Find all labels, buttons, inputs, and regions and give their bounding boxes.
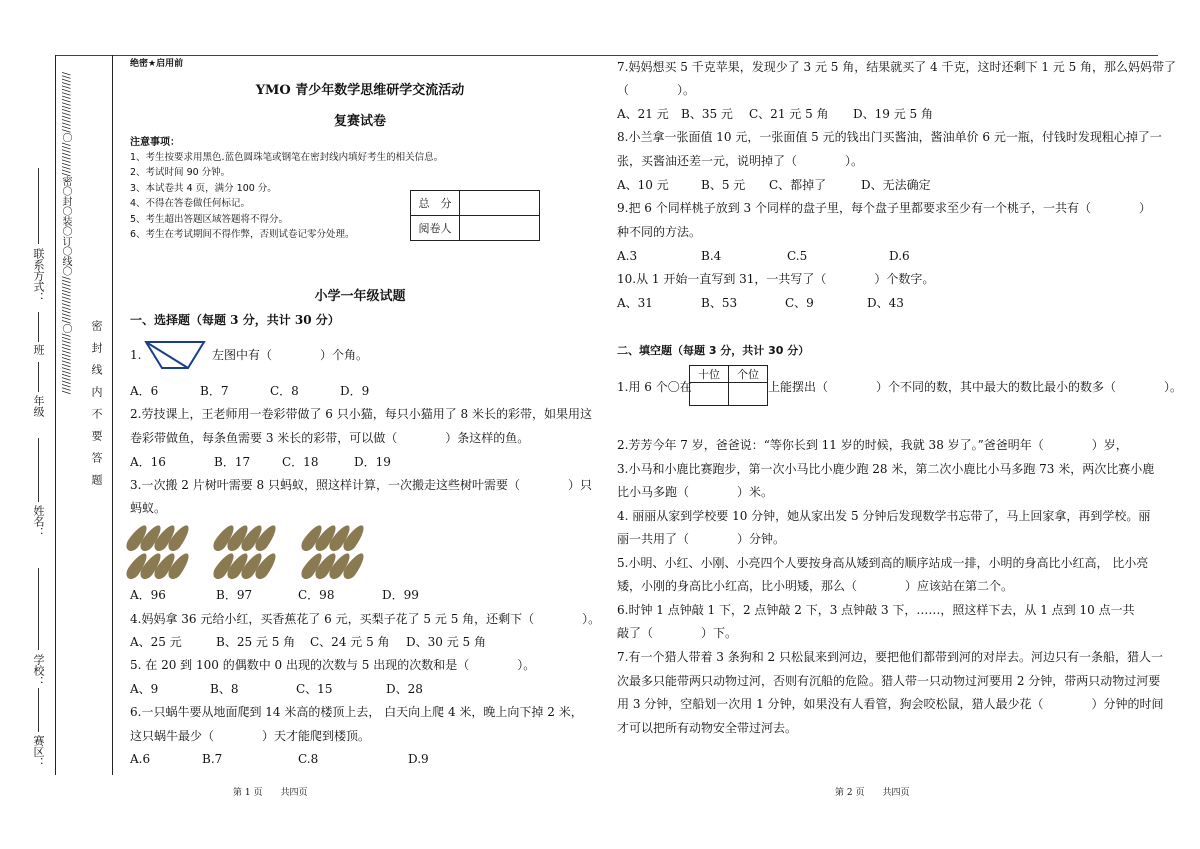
q3-line: 3.一次搬 2 片树叶需要 8 只蚂蚁，照这样计算，一次搬走这些树叶需要（ ）只 [130,478,592,492]
q2-line: 2.劳技课上，王老师用一卷彩带做了 6 只小猫，每只小猫用了 8 米长的彩带，如果用这 [130,407,592,421]
option[interactable]: C、24 元 5 角 [310,635,390,649]
exam-area-label: 赛区： [32,735,45,768]
total-score-label: 总 分 [411,191,460,216]
fill-q1-post: 上能摆出（ ）个不同的数，其中最大的数比最小的数多（ ）。 [768,380,1183,394]
option[interactable]: C、都掉了 [769,178,827,192]
tens-cell [690,383,729,406]
section2-title: 二、填空题（每题 3 分，共计 30 分） [617,344,810,357]
q2-line: 卷彩带做鱼，每条鱼需要 3 米长的彩带，可以做（ ）条这样的鱼。 [130,431,530,445]
option[interactable]: A、31 [617,296,653,310]
seal-line: //////////////////〇//////////密〇封〇装〇订〇线〇//////////////〇////////////////// [60,72,71,395]
note-item: 3、本试卷共 4 页，满分 100 分。 [130,182,277,194]
option[interactable]: A．6 [130,384,159,398]
q1-number: 1. [130,348,142,362]
notes-list [130,150,443,242]
grade-title: 小学一年级试题 [314,289,406,304]
binding-border-left [55,55,56,775]
q3-options [130,588,452,602]
inner-seal-text: 密 封 线 内 不 要 答 题 [90,320,103,485]
secret-mark: 绝密★启用前 [130,59,184,69]
q5-text: 5. 在 20 到 100 的偶数中 0 出现的次数与 5 出现的次数和是（ ）。 [130,658,536,672]
binding-border-right [112,55,113,775]
option[interactable]: D．99 [382,588,419,602]
notes-heading: 注意事项： [130,137,180,148]
total-score-cell[interactable] [460,191,540,216]
q8-line: 张，买酱油还差一元，说明掉了（ ）。 [617,154,864,168]
q7-options [617,107,953,121]
option[interactable]: C．18 [282,455,319,469]
name-label: 姓名： [32,505,45,538]
q8-options [617,178,951,192]
option[interactable]: C.8 [298,752,319,766]
note-item: 6、考生在考试期间不得作弊，否则试卷记零分处理。 [130,229,355,241]
note-item: 5、考生超出答题区域答题将不得分。 [130,213,289,225]
grader-label: 阅卷人 [411,216,460,241]
option[interactable]: C、9 [785,296,814,310]
leaves-group-1 [130,523,200,585]
ones-header: 个位 [729,366,768,383]
option[interactable]: D、19 元 5 角 [853,107,933,121]
option[interactable]: B、25 元 5 角 [216,635,296,649]
q6-line: 这只蜗牛最少（ ）天才能爬到楼顶。 [130,729,371,743]
option[interactable]: D.9 [408,752,429,766]
q9-options [617,249,959,263]
option[interactable]: B.7 [202,752,223,766]
q4-text: 4.妈妈拿 36 元给小红，买香蕉花了 6 元，买梨子花了 5 元 5 角，还剩下（ ）。 [130,612,601,626]
option[interactable]: C．8 [270,384,299,398]
top-rule [55,55,1158,56]
q10-options [617,296,937,310]
option[interactable]: B．7 [200,384,229,398]
option[interactable]: C、15 [296,682,333,696]
fill-q6-line: 6.时钟 1 点钟敲 1 下，2 点钟敲 2 下，3 点钟敲 3 下，……，照这样下去，从 1 点到 10 点一共 [617,603,1135,617]
option[interactable]: A、9 [130,682,159,696]
fill-q4-line: 4. 丽丽从家到学校要 10 分钟，她从家出发 5 分钟后发现数学书忘带了，马上回家拿，再到学校。丽 [617,509,1151,523]
q2-options [130,455,424,469]
exam-area-field[interactable] [38,688,39,732]
fill-q2: 2.芳芳今年 7 岁，爸爸说：“等你长到 11 岁的时候，我就 38 岁了。”爸爸明年（ ）岁， [617,438,1128,452]
q3-line: 蚂蚁。 [130,501,167,515]
trapezoid-figure [144,340,206,370]
option[interactable]: B、53 [701,296,738,310]
leaves-group-2 [217,523,287,585]
option[interactable]: D、28 [386,682,423,696]
fill-q5-line: 矮，小刚的身高比小红高，比小明矮，那么（ ）应该站在第二个。 [617,579,1014,593]
option[interactable]: A、10 元 [617,178,669,192]
q7-line: （ ）。 [617,83,696,97]
place-value-table [689,365,768,406]
section1-title: 一、选择题（每题 3 分，共计 30 分） [130,313,340,327]
grade-field[interactable] [38,362,39,392]
q6-line: 6.一只蜗牛要从地面爬到 14 米高的楼顶上去， 白天向上爬 4 米，晚上向下掉 2 米， [130,705,583,719]
class-field[interactable] [38,312,39,342]
q9-line: 9.把 6 个同样桃子放到 3 个同样的盘子里，每个盘子里都要求至少有一个桃子，一共有（ ） [617,201,1151,215]
page2-footer: 第 2 页 共四页 [835,788,910,798]
note-item: 2、考试时间 90 分钟。 [130,167,231,179]
exam-title: YMO 青少年数学思维研学交流活动 [255,83,465,98]
option[interactable]: A.3 [617,249,638,263]
q8-line: 8.小兰拿一张面值 10 元，一张面值 5 元的钱出门买酱油，酱油单价 6 元一瓶，付钱时发现粗心掉了一 [617,130,1162,144]
tens-header: 十位 [690,366,729,383]
page1-footer: 第 1 页 共四页 [233,788,308,798]
option[interactable]: D.6 [889,249,910,263]
fill-q1-pre: 1.用 6 个〇在 [617,380,692,394]
fill-q5-line: 5.小明、小红、小刚、小亮四个人要按身高从矮到高的顺序站成一排，小明的身高比小红高， 比小亮 [617,556,1149,570]
fill-q4-line: 丽一共用了（ ）分钟。 [617,532,786,546]
fill-q3-line: 比小马多跑（ ）米。 [617,485,774,499]
q1-options [130,384,410,398]
option[interactable]: C.5 [787,249,808,263]
q10-text: 10.从 1 开始一直写到 31，一共写了（ ）个数字。 [617,272,935,286]
option[interactable]: B．17 [214,455,251,469]
ones-cell [729,383,768,406]
fill-q7-line: 7.有一个猎人带着 3 条狗和 2 只松鼠来到河边，要把他们都带到河的对岸去。河边只有一条船，猎人一 [617,650,1163,664]
name-field[interactable] [38,438,39,502]
q1-text: 左图中有（ ）个角。 [212,348,369,362]
q4-options [130,635,506,649]
option[interactable]: A、25 元 [130,635,182,649]
option[interactable]: D、30 元 5 角 [406,635,486,649]
fill-q3-line: 3.小马和小鹿比赛跑步，第一次小马比小鹿少跑 28 米，第二次小鹿比小马多跑 73 米，两次比赛小鹿 [617,462,1155,476]
note-item: 1、考生按要求用黑色.蓝色圆珠笔或钢笔在密封线内填好考生的相关信息。 [130,152,444,163]
fill-q7-line: 次最多只能带两只动物过河，否则有沉船的危险。猎人带一只动物过河要用 2 分钟，带两只动物过河要 [617,674,1161,688]
option[interactable]: B、35 元 [681,107,733,121]
option[interactable]: D．19 [354,455,391,469]
fill-q6-line: 敲了（ ）下。 [617,626,738,640]
option[interactable]: A.6 [130,752,151,766]
option[interactable]: D、无法确定 [861,178,931,192]
class-label: 班 [32,344,45,355]
grade-label: 年级 [32,395,45,417]
q9-line: 种不同的方法。 [617,225,702,239]
note-item: 4、不得在答卷做任何标记。 [130,198,251,210]
q6-options [130,752,478,766]
option[interactable]: C．98 [298,588,335,602]
q7-line: 7.妈妈想买 5 千克苹果，发现少了 3 元 5 角，结果就买了 4 千克，这时还剩下 1 元 5 角，那么妈妈带了 [617,60,1177,74]
leaves-group-3 [305,523,375,585]
option[interactable]: D、43 [867,296,904,310]
contact-label: 联系方式： [32,248,45,303]
contact-field[interactable] [38,168,39,244]
grader-cell[interactable] [460,216,540,241]
exam-subtitle: 复赛试卷 [333,114,386,129]
option[interactable]: A．16 [130,455,166,469]
option[interactable]: B．97 [216,588,253,602]
option[interactable]: D．9 [340,384,370,398]
fill-q7-line: 才可以把所有动物安全带过河去。 [617,721,798,735]
fill-q7-line: 用 3 分钟，空船划一次用 1 分钟，如果没有人看管，狗会咬松鼠，猎人最少花（ ）分钟的时间 [617,697,1164,711]
score-table [410,190,540,241]
option[interactable]: B、5 元 [701,178,746,192]
school-label: 学校： [32,654,45,687]
option[interactable]: B.4 [701,249,722,263]
q5-options [130,682,456,696]
option[interactable]: A．96 [130,588,166,602]
option[interactable]: B、8 [210,682,239,696]
school-field[interactable] [38,568,39,650]
option[interactable]: A、21 元 [617,107,669,121]
option[interactable]: C、21 元 5 角 [749,107,829,121]
